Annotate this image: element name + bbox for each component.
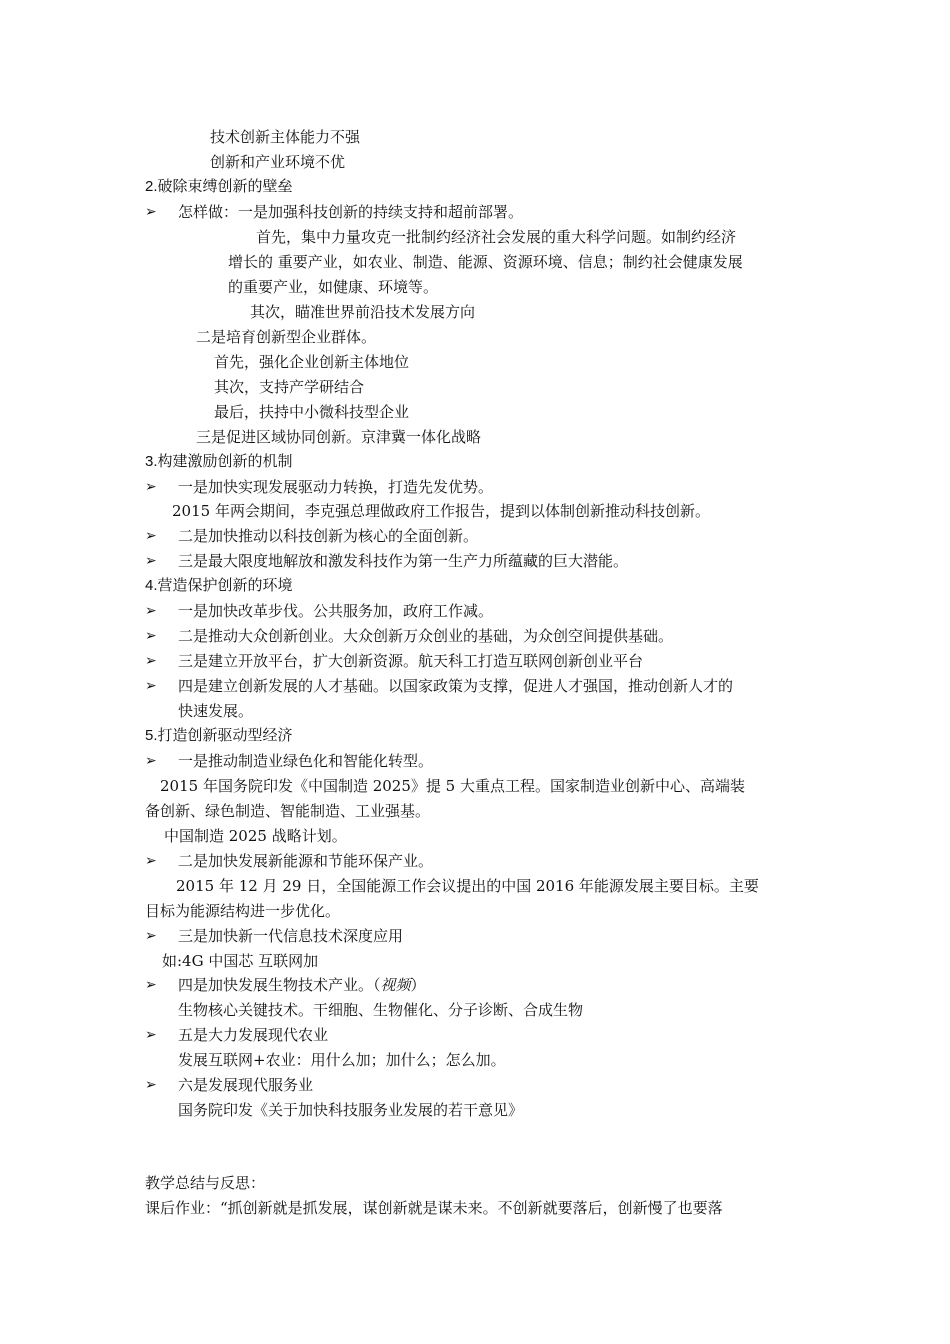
text-line: 二是培育创新型企业群体。 [196, 328, 377, 346]
video-note: 视频 [380, 976, 411, 994]
text-line: 二是加快发展新能源和节能环保产业。 [178, 852, 434, 870]
text-line: 快速发展。 [178, 702, 254, 720]
bullet-arrow-icon: ➢ [145, 1027, 157, 1043]
bullet-arrow-icon: ➢ [145, 853, 157, 869]
bullet-arrow-icon: ➢ [145, 479, 157, 495]
bullet-arrow-icon: ➢ [145, 753, 157, 769]
text-line: 2015 年 12 月 29 日，全国能源工作会议提出的中国 2016 年能源发展主要目标。主要 [176, 877, 759, 895]
text-line: 中国制造 2025 战略计划。 [164, 827, 347, 845]
text-line [178, 974, 426, 996]
bullet-arrow-icon: ➢ [145, 928, 157, 944]
text-segment: 四是加快发展生物技术产业。（ [178, 976, 381, 994]
text-line: 首先，强化企业创新主体地位 [214, 353, 410, 371]
text-line: 2015 年国务院印发《中国制造 2025》提 5 大重点工程。国家制造业创新中心、高端装 [160, 777, 745, 795]
bullet-arrow-icon: ➢ [145, 628, 157, 644]
section-heading: 2.破除束缚创新的壁垒 [145, 178, 293, 195]
text-line: 如:4G 中国芯 互联网加 [162, 952, 319, 970]
bullet-arrow-icon: ➢ [145, 204, 157, 220]
text-line: 发展互联网+农业：用什么加；加什么；怎么加。 [178, 1051, 506, 1069]
text-line: 一是推动制造业绿色化和智能化转型。 [178, 752, 434, 770]
text-line: 怎样做：一是加强科技创新的持续支持和超前部署。 [178, 203, 524, 221]
text-segment: ） [410, 976, 426, 994]
text-line: 其次，瞄准世界前沿技术发展方向 [250, 303, 476, 321]
text-line: 二是推动大众创新创业。大众创新万众创业的基础，为众创空间提供基础。 [178, 627, 674, 645]
text-line: 增长的 重要产业，如农业、制造、能源、资源环境、信息；制约社会健康发展 [228, 253, 743, 271]
bullet-arrow-icon: ➢ [145, 553, 157, 569]
text-line: 技术创新主体能力不强 [210, 128, 361, 146]
text-line: 教学总结与反思： [145, 1174, 266, 1192]
text-line: 首先，集中力量攻克一批制约经济社会发展的重大科学问题。如制约经济 [256, 228, 737, 246]
text-line: 三是促进区域协同创新。京津冀一体化战略 [196, 428, 482, 446]
bullet-arrow-icon: ➢ [145, 653, 157, 669]
text-line: 国务院印发《关于加快科技服务业发展的若干意见》 [178, 1101, 524, 1119]
text-line: 五是大力发展现代农业 [178, 1026, 329, 1044]
text-line: 一是加快改革步伐。公共服务加，政府工作减。 [178, 602, 494, 620]
text-line: 一是加快实现发展驱动力转换，打造先发优势。 [178, 478, 494, 496]
text-line: 课后作业：“抓创新就是抓发展，谋创新就是谋未来。不创新就要落后，创新慢了也要落 [145, 1199, 723, 1217]
section-heading: 5.打造创新驱动型经济 [145, 727, 293, 744]
section-heading: 3.构建激励创新的机制 [145, 453, 293, 470]
bullet-arrow-icon: ➢ [145, 977, 157, 993]
text-line: 生物核心关键技术。干细胞、生物催化、分子诊断、合成生物 [178, 1001, 584, 1019]
text-line: 二是加快推动以科技创新为核心的全面创新。 [178, 527, 479, 545]
text-line: 的重要产业，如健康、环境等。 [228, 278, 439, 296]
bullet-arrow-icon: ➢ [145, 528, 157, 544]
text-line: 创新和产业环境不优 [210, 153, 346, 171]
text-line: 其次，支持产学研结合 [214, 378, 365, 396]
text-line: 四是建立创新发展的人才基础。以国家政策为支撑，促进人才强国，推动创新人才的 [178, 677, 734, 695]
bullet-arrow-icon: ➢ [145, 678, 157, 694]
text-line: 目标为能源结构进一步优化。 [145, 902, 341, 920]
text-line: 六是发展现代服务业 [178, 1076, 314, 1094]
text-line: 三是加快新一代信息技术深度应用 [178, 927, 404, 945]
section-heading: 4.营造保护创新的环境 [145, 577, 293, 594]
text-line: 最后，扶持中小微科技型企业 [214, 403, 410, 421]
text-line: 三是最大限度地解放和激发科技作为第一生产力所蕴藏的巨大潜能。 [178, 552, 629, 570]
bullet-arrow-icon: ➢ [145, 603, 157, 619]
text-line: 备创新、绿色制造、智能制造、工业强基。 [145, 802, 431, 820]
bullet-arrow-icon: ➢ [145, 1077, 157, 1093]
text-line: 2015 年两会期间，李克强总理做政府工作报告，提到以体制创新推动科技创新。 [172, 502, 710, 520]
text-line: 三是建立开放平台，扩大创新资源。航天科工打造互联网创新创业平台 [178, 652, 644, 670]
